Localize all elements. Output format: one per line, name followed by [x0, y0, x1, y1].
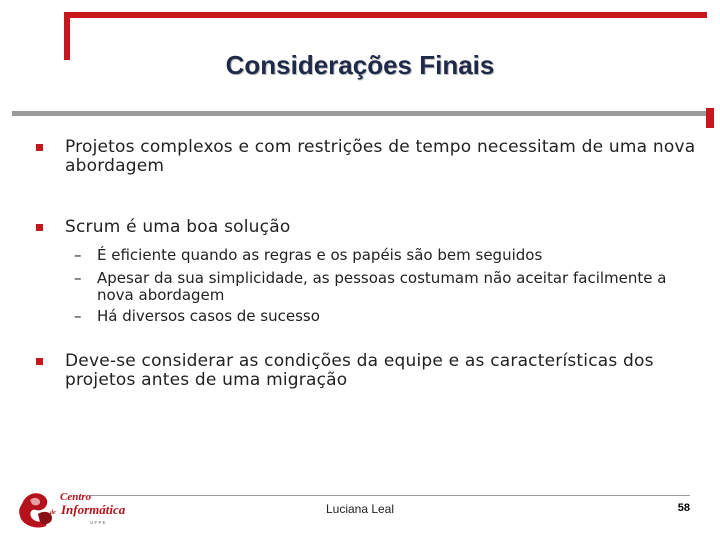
dash-marker: – — [74, 269, 82, 287]
bullet-text: Deve-se considerar as condições da equipe e as características dos projetos antes de uma migração — [65, 351, 654, 390]
bullet-item — [36, 218, 696, 237]
page-number: 58 — [677, 502, 690, 514]
square-bullet-icon — [36, 224, 43, 231]
bullet-text: Scrum é uma boa solução — [65, 217, 291, 237]
sub-bullet-item — [74, 270, 694, 304]
logo-line-3: U F P E — [90, 520, 106, 525]
square-bullet-icon — [36, 358, 43, 365]
sub-bullet-text: Há diversos casos de sucesso — [97, 307, 320, 325]
bullet-item — [36, 138, 696, 176]
slide-title: Considerações Finais — [225, 50, 495, 80]
sub-bullet-text: É eficiente quando as regras e os papéis são bem seguidos — [97, 246, 543, 264]
dash-marker: – — [74, 246, 82, 264]
footer-divider — [90, 495, 690, 496]
sub-bullet-item — [74, 247, 694, 264]
logo-line-2-small: de — [50, 510, 56, 516]
sub-bullet-text: Apesar da sua simplicidade, as pessoas costumam não aceitar facilmente a nova abordagem — [97, 269, 667, 304]
centro-de-informatica-logo — [16, 486, 140, 530]
slide-title-container — [0, 50, 720, 81]
bullet-item — [36, 352, 696, 390]
logo-line-1: Centro — [60, 491, 92, 503]
square-bullet-icon — [36, 144, 43, 151]
footer-author: Luciana Leal — [325, 502, 395, 516]
title-divider-accent — [706, 108, 714, 128]
title-divider — [12, 111, 706, 116]
frame-top-bar — [64, 12, 707, 18]
dash-marker: – — [74, 307, 82, 325]
bullet-text: Projetos complexos e com restrições de tempo necessitam de uma nova abordagem — [65, 137, 696, 176]
logo-line-2: Informática — [61, 502, 126, 517]
sub-bullet-item — [74, 308, 694, 325]
